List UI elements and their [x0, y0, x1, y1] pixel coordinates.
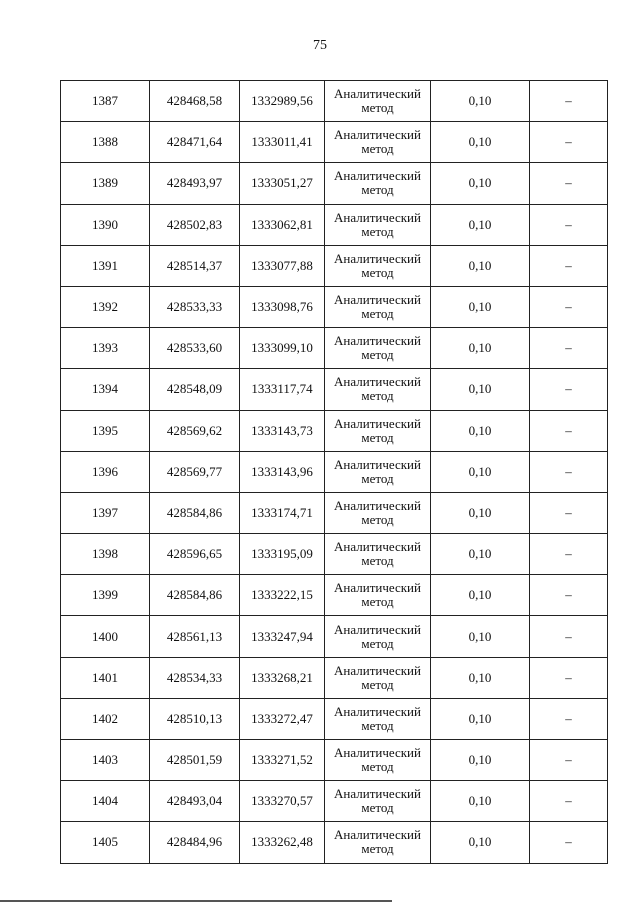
y-coordinate-cell: 1333143,73	[240, 410, 325, 451]
table-row	[61, 163, 608, 204]
method-cell	[325, 698, 431, 739]
method-text: метод	[361, 759, 394, 775]
y-coordinate-cell: 1333099,10	[240, 328, 325, 369]
note-cell: –	[530, 204, 608, 245]
table-row	[61, 286, 608, 327]
method-text: Аналитический	[334, 745, 421, 761]
method-text: Аналитический	[334, 662, 421, 678]
note-cell: –	[530, 328, 608, 369]
note-cell: –	[530, 369, 608, 410]
x-coordinate-cell: 428502,83	[150, 204, 240, 245]
table-row	[61, 122, 608, 163]
note-cell: –	[530, 822, 608, 863]
table-row	[61, 657, 608, 698]
method-text: Аналитический	[334, 292, 421, 308]
method-text: Аналитический	[334, 456, 421, 472]
method-text: метод	[361, 511, 394, 527]
table-body	[61, 81, 608, 864]
note-cell: –	[530, 81, 608, 122]
point-number-cell: 1401	[61, 657, 150, 698]
accuracy-cell: 0,10	[431, 657, 530, 698]
method-cell	[325, 781, 431, 822]
method-text: метод	[361, 635, 394, 651]
point-number-cell: 1402	[61, 698, 150, 739]
note-cell: –	[530, 492, 608, 533]
note-cell: –	[530, 163, 608, 204]
point-number-cell: 1396	[61, 451, 150, 492]
method-text: метод	[361, 306, 394, 322]
point-number-cell: 1390	[61, 204, 150, 245]
accuracy-cell: 0,10	[431, 492, 530, 533]
method-cell	[325, 451, 431, 492]
method-cell	[325, 81, 431, 122]
table-row	[61, 451, 608, 492]
accuracy-cell: 0,10	[431, 163, 530, 204]
table-row	[61, 534, 608, 575]
method-text: метод	[361, 264, 394, 280]
method-text: Аналитический	[334, 539, 421, 555]
method-text: Аналитический	[334, 250, 421, 266]
y-coordinate-cell: 1333262,48	[240, 822, 325, 863]
note-cell: –	[530, 245, 608, 286]
x-coordinate-cell: 428514,37	[150, 245, 240, 286]
accuracy-cell: 0,10	[431, 616, 530, 657]
method-text: метод	[361, 470, 394, 486]
point-number-cell: 1394	[61, 369, 150, 410]
x-coordinate-cell: 428471,64	[150, 122, 240, 163]
scan-edge-line	[0, 900, 392, 902]
y-coordinate-cell: 1333098,76	[240, 286, 325, 327]
note-cell: –	[530, 122, 608, 163]
table-row	[61, 698, 608, 739]
page-number: 75	[313, 38, 327, 53]
note-cell: –	[530, 534, 608, 575]
point-number-cell: 1395	[61, 410, 150, 451]
method-cell	[325, 575, 431, 616]
note-cell: –	[530, 575, 608, 616]
accuracy-cell: 0,10	[431, 245, 530, 286]
method-text: метод	[361, 676, 394, 692]
method-text: Аналитический	[334, 786, 421, 802]
method-cell	[325, 410, 431, 451]
method-text: метод	[361, 594, 394, 610]
method-text: Аналитический	[334, 127, 421, 143]
method-cell	[325, 286, 431, 327]
x-coordinate-cell: 428533,60	[150, 328, 240, 369]
method-text: метод	[361, 429, 394, 445]
y-coordinate-cell: 1333077,88	[240, 245, 325, 286]
point-number-cell: 1404	[61, 781, 150, 822]
x-coordinate-cell: 428569,62	[150, 410, 240, 451]
x-coordinate-cell: 428548,09	[150, 369, 240, 410]
accuracy-cell: 0,10	[431, 740, 530, 781]
accuracy-cell: 0,10	[431, 822, 530, 863]
accuracy-cell: 0,10	[431, 781, 530, 822]
x-coordinate-cell: 428493,97	[150, 163, 240, 204]
note-cell: –	[530, 616, 608, 657]
method-text: метод	[361, 717, 394, 733]
point-number-cell: 1397	[61, 492, 150, 533]
note-cell: –	[530, 740, 608, 781]
note-cell: –	[530, 286, 608, 327]
x-coordinate-cell: 428468,58	[150, 81, 240, 122]
method-cell	[325, 822, 431, 863]
method-text: Аналитический	[334, 168, 421, 184]
note-cell: –	[530, 451, 608, 492]
accuracy-cell: 0,10	[431, 698, 530, 739]
point-number-cell: 1393	[61, 328, 150, 369]
method-text: метод	[361, 223, 394, 239]
accuracy-cell: 0,10	[431, 204, 530, 245]
coordinates-table	[60, 80, 608, 864]
method-text: метод	[361, 800, 394, 816]
method-text: метод	[361, 841, 394, 857]
point-number-cell: 1391	[61, 245, 150, 286]
accuracy-cell: 0,10	[431, 122, 530, 163]
point-number-cell: 1405	[61, 822, 150, 863]
y-coordinate-cell: 1333011,41	[240, 122, 325, 163]
method-text: Аналитический	[334, 827, 421, 843]
y-coordinate-cell: 1333195,09	[240, 534, 325, 575]
point-number-cell: 1388	[61, 122, 150, 163]
note-cell: –	[530, 657, 608, 698]
table-row	[61, 204, 608, 245]
y-coordinate-cell: 1333271,52	[240, 740, 325, 781]
accuracy-cell: 0,10	[431, 575, 530, 616]
table-row	[61, 369, 608, 410]
method-text: метод	[361, 388, 394, 404]
y-coordinate-cell: 1333268,21	[240, 657, 325, 698]
accuracy-cell: 0,10	[431, 410, 530, 451]
point-number-cell: 1398	[61, 534, 150, 575]
table-row	[61, 781, 608, 822]
y-coordinate-cell: 1333222,15	[240, 575, 325, 616]
x-coordinate-cell: 428596,65	[150, 534, 240, 575]
method-cell	[325, 369, 431, 410]
y-coordinate-cell: 1333270,57	[240, 781, 325, 822]
method-text: Аналитический	[334, 86, 421, 102]
x-coordinate-cell: 428510,13	[150, 698, 240, 739]
note-cell: –	[530, 781, 608, 822]
method-cell	[325, 122, 431, 163]
y-coordinate-cell: 1332989,56	[240, 81, 325, 122]
point-number-cell: 1392	[61, 286, 150, 327]
accuracy-cell: 0,10	[431, 286, 530, 327]
point-number-cell: 1389	[61, 163, 150, 204]
x-coordinate-cell: 428533,33	[150, 286, 240, 327]
x-coordinate-cell: 428534,33	[150, 657, 240, 698]
method-text: Аналитический	[334, 333, 421, 349]
x-coordinate-cell: 428584,86	[150, 492, 240, 533]
table-row	[61, 328, 608, 369]
point-number-cell: 1399	[61, 575, 150, 616]
y-coordinate-cell: 1333062,81	[240, 204, 325, 245]
method-cell	[325, 492, 431, 533]
x-coordinate-cell: 428493,04	[150, 781, 240, 822]
accuracy-cell: 0,10	[431, 81, 530, 122]
method-text: Аналитический	[334, 703, 421, 719]
table-row	[61, 822, 608, 863]
y-coordinate-cell: 1333272,47	[240, 698, 325, 739]
method-text: метод	[361, 100, 394, 116]
y-coordinate-cell: 1333174,71	[240, 492, 325, 533]
y-coordinate-cell: 1333051,27	[240, 163, 325, 204]
accuracy-cell: 0,10	[431, 328, 530, 369]
accuracy-cell: 0,10	[431, 534, 530, 575]
table-row	[61, 410, 608, 451]
y-coordinate-cell: 1333143,96	[240, 451, 325, 492]
y-coordinate-cell: 1333247,94	[240, 616, 325, 657]
method-text: Аналитический	[334, 497, 421, 513]
point-number-cell: 1403	[61, 740, 150, 781]
method-text: метод	[361, 141, 394, 157]
table-row	[61, 245, 608, 286]
method-cell	[325, 163, 431, 204]
method-text: метод	[361, 553, 394, 569]
method-text: Аналитический	[334, 580, 421, 596]
method-text: Аналитический	[334, 374, 421, 390]
method-text: метод	[361, 347, 394, 363]
x-coordinate-cell: 428584,86	[150, 575, 240, 616]
method-cell	[325, 740, 431, 781]
method-cell	[325, 657, 431, 698]
x-coordinate-cell: 428561,13	[150, 616, 240, 657]
y-coordinate-cell: 1333117,74	[240, 369, 325, 410]
accuracy-cell: 0,10	[431, 369, 530, 410]
accuracy-cell: 0,10	[431, 451, 530, 492]
x-coordinate-cell: 428501,59	[150, 740, 240, 781]
table-row	[61, 81, 608, 122]
table-row	[61, 616, 608, 657]
method-cell	[325, 328, 431, 369]
x-coordinate-cell: 428484,96	[150, 822, 240, 863]
method-text: Аналитический	[334, 415, 421, 431]
method-cell	[325, 245, 431, 286]
method-cell	[325, 204, 431, 245]
note-cell: –	[530, 698, 608, 739]
point-number-cell: 1387	[61, 81, 150, 122]
table-row	[61, 492, 608, 533]
point-number-cell: 1400	[61, 616, 150, 657]
x-coordinate-cell: 428569,77	[150, 451, 240, 492]
method-text: Аналитический	[334, 621, 421, 637]
table-row	[61, 740, 608, 781]
method-text: Аналитический	[334, 209, 421, 225]
note-cell: –	[530, 410, 608, 451]
method-cell	[325, 534, 431, 575]
method-text: метод	[361, 182, 394, 198]
table-row	[61, 575, 608, 616]
method-cell	[325, 616, 431, 657]
